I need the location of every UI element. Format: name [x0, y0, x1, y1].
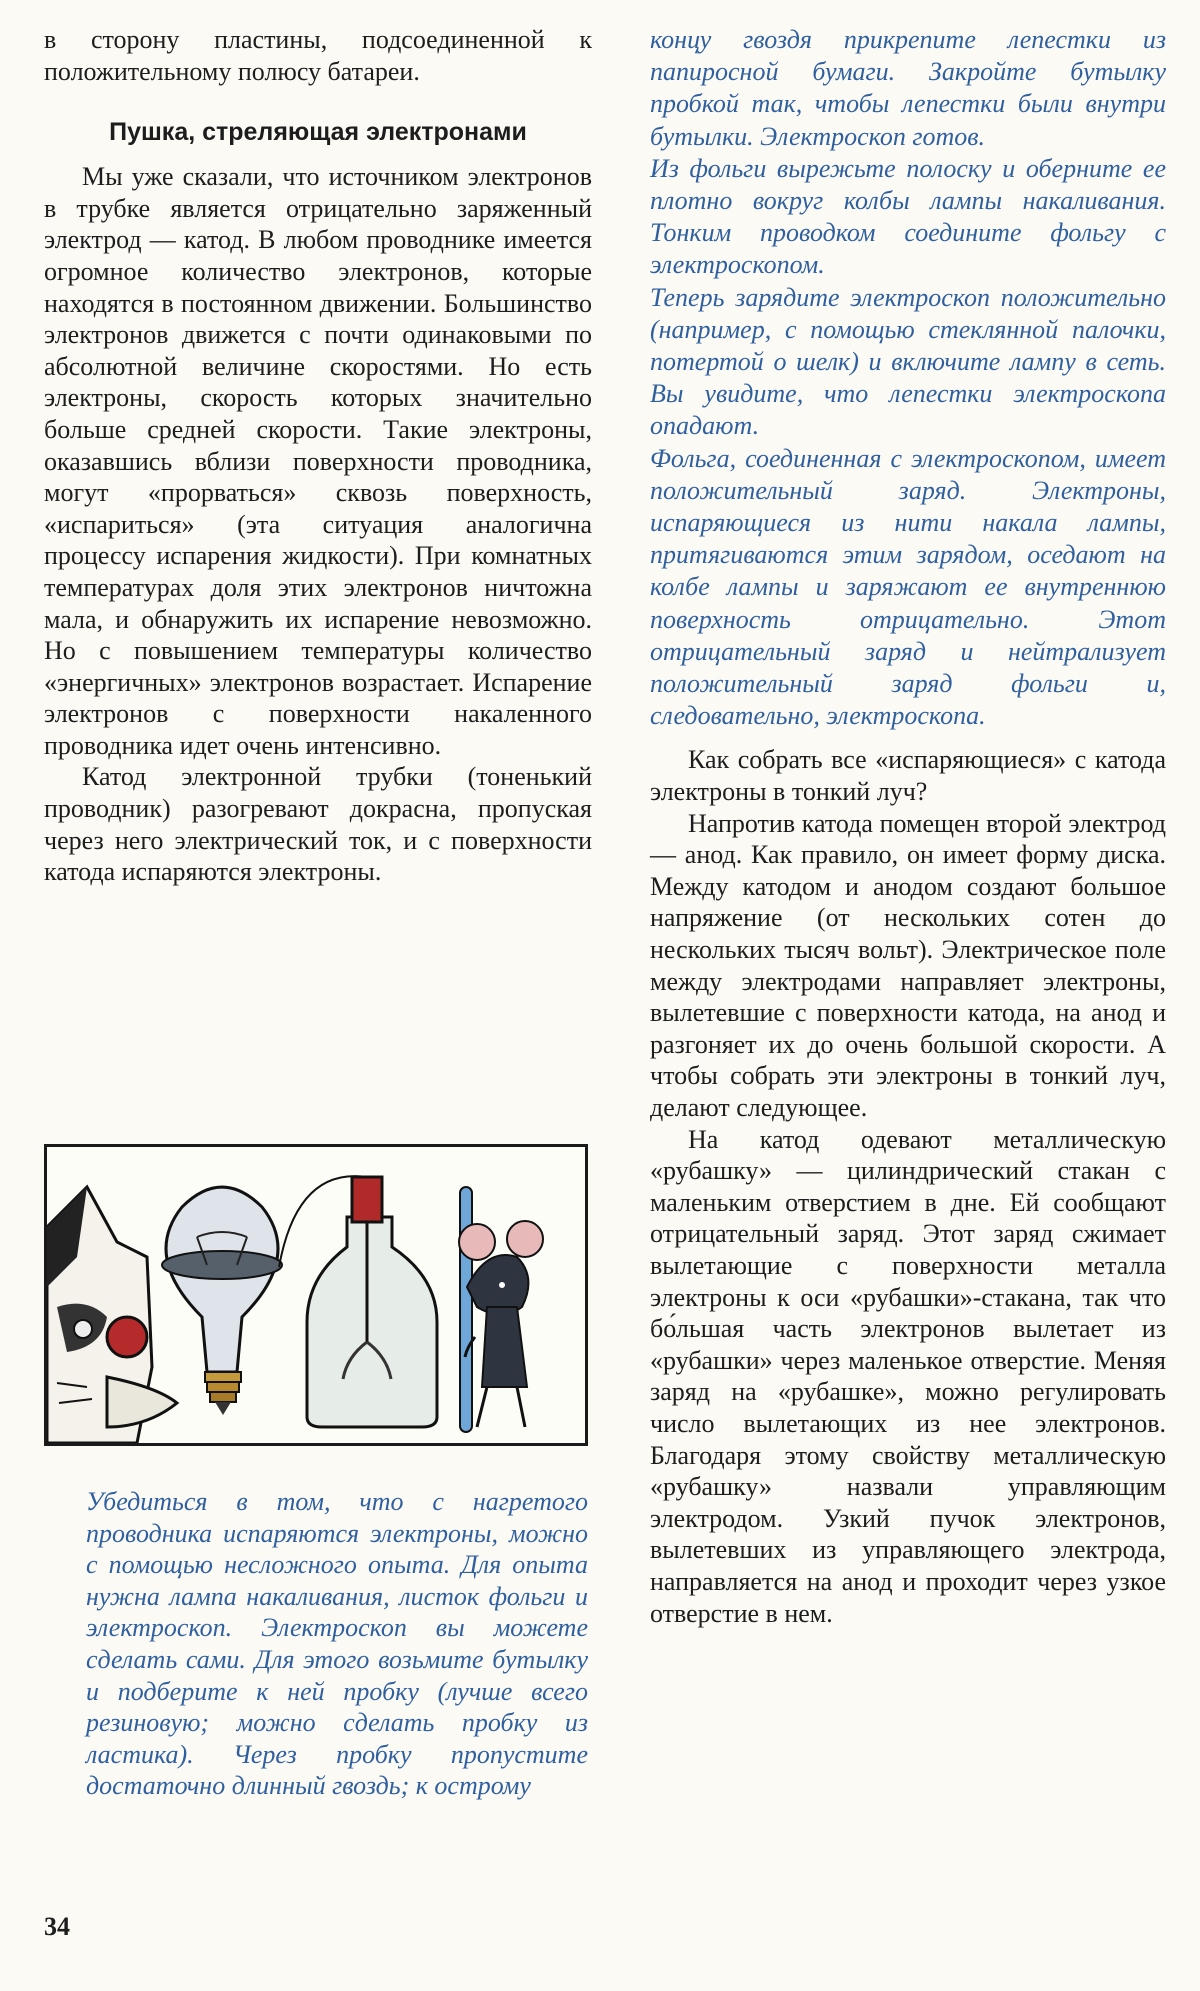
right-body-text [650, 744, 1166, 1629]
bottle-electroscope-figure [307, 1177, 437, 1427]
glass-rod [460, 1187, 472, 1432]
left-column [44, 24, 592, 888]
light-bulb-figure [162, 1187, 282, 1415]
experiment-illustration [44, 1144, 588, 1446]
experiment-paragraph: Теперь зарядите электроскоп положительно (например, с помощью стеклянной палочки, потертой о шелк) и включите лампу в сеть. Вы увидите, что лепестки электроскопа опадают. [650, 282, 1166, 441]
paragraph: Катод электронной трубки (тоненький проводник) разогревают докрасна, пропуская через него электрический ток, и с поверхности катода испаряются электроны. [44, 762, 592, 887]
paragraph: На катод одевают металлическую «рубашку» — цилиндрический стакан с маленьким отверстием в дне. Ей сообщают отрицательный заряд. Этот заряд сжимает вылетающие с поверхности металла электроны к оси «рубашки»-стакана, так что бо́льшая часть электронов вылетает из «рубашки» через маленькое отверстие. Меняя заряд на «рубашке», можно регулировать число вылетающих из нее электронов. Благодаря этому свойству металлическую «рубашку» назвали управляющим электродом. Узкий пучок электронов, вылетевших из управляющего электрода, направляется на анод и проходит через узкое отверстие в нем. [650, 1124, 1166, 1628]
experiment-text-right [650, 24, 1166, 732]
intro-text: в сторону пластины, подсоединенной к положительному полюсу батареи. [44, 25, 592, 86]
cat-figure [47, 1187, 177, 1443]
paragraph: Мы уже сказали, что источником электронов в трубке является отрицательно заряженный электрод — катод. В любом проводнике имеется огромное количество электронов, которые находятся в постоянном движении. Большинство электронов движется с почти одинаковыми по абсолютной величине скоростями. Но есть электроны, скорость которых значительно больше средней скорости. Такие электроны, оказавшись вблизи поверхности проводника, могут «прорваться» сквозь поверхность, «испариться» (эта ситуация аналогична процессу испарения жидкости). При комнатных температурах доля этих электронов ничтожна мала, и обнаружить их испарение невозможно. Но с повышением температуры количество «энергичных» электронов возрастает. Испарение электронов с поверхности накаленного проводника идет очень интенсивно. [44, 162, 592, 760]
paragraph: Как собрать все «испаряющиеся» с катода электроны в тонкий луч? [650, 745, 1166, 807]
experiment-text-left [86, 1486, 588, 1802]
illustration-svg [47, 1147, 585, 1443]
right-column [650, 24, 1166, 1629]
experiment-paragraph: Фольга, соединенная с электроскопом, имеет положительный заряд. Электроны, испаряющиеся из нити накала лампы, притягиваются этим зарядом, оседают на колбе лампы и заряжают ее внутреннюю поверхность отрицательно. Этот отрицательный заряд и нейтрализует положительный заряд фольги и, следовательно, электроскопа. [650, 443, 1166, 731]
section-heading: Пушка, стреляющая электронами [109, 118, 527, 147]
experiment-paragraph: концу гвоздя прикрепите лепестки из папиросной бумаги. Закройте бутылку пробкой так, чтобы лепестки были внутри бутылки. Электроскоп готов. [650, 25, 1166, 151]
paragraph: Напротив катода помещен второй электрод — анод. Как правило, он имеет форму диска. Между катодом и анодом создают большое напряжение (от нескольких сотен до нескольких тысяч вольт). Электрическое поле между электродами направляет электроны, вылетевшие с поверхности катода, на анод и разгоняет их до очень большой скорости. А чтобы собрать эти электроны в тонкий луч, делают следующее. [650, 808, 1166, 1122]
experiment-paragraph: Убедиться в том, что с нагретого проводника испаряются электроны, можно с помощью несложного опыта. Для опыта нужна лампа накаливания, листок фольги и электроскоп. Электроскоп вы можете сделать сами. Для этого возьмите бутылку и подберите к ней пробку (лучше всего резиновую; можно сделать пробку из ластика). Через пробку пропустите достаточно длинный гвоздь; к острому [86, 1487, 588, 1801]
experiment-paragraph: Из фольги вырежьте полоску и оберните ее плотно вокруг колбы лампы накаливания. Тонким проводком соедините фольгу с электроскопом. [650, 153, 1166, 280]
page-number: 34 [44, 1912, 70, 1941]
